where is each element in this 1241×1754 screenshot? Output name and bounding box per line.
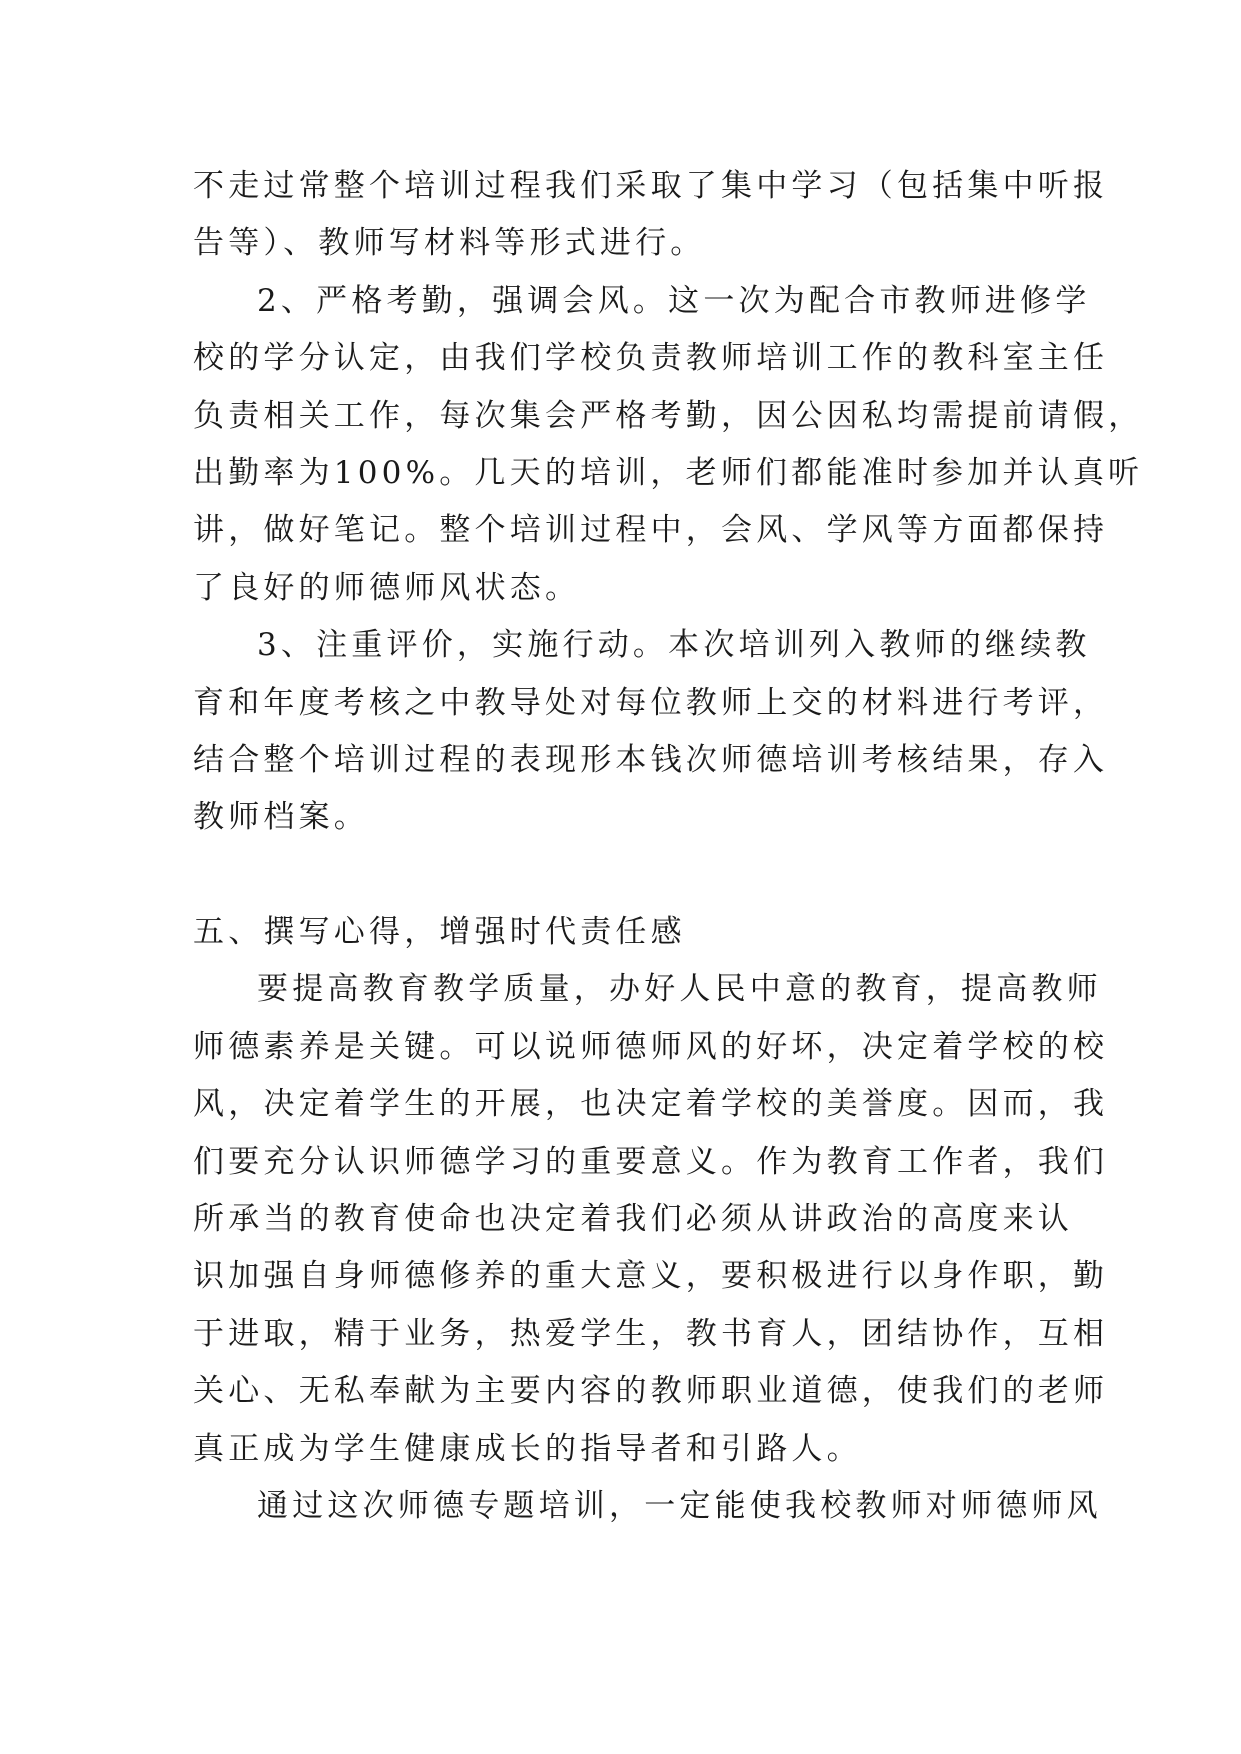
paragraph-line: 所承当的教育使命也决定着我们必须从讲政治的高度来认 [193, 1201, 1073, 1238]
paragraph-line: 了良好的师德师风状态。 [193, 569, 581, 606]
paragraph-line: 2、严格考勤，强调会风。这一次为配合市教师进修学 [257, 282, 1091, 319]
paragraph-line: 师德素养是关键。可以说师德师风的好坏，决定着学校的校 [193, 1028, 1109, 1065]
paragraph [193, 617, 1109, 847]
paragraph-line: 真正成为学生健康成长的指导者和引路人。 [193, 1430, 862, 1467]
paragraph-line: 识加强自身师德修养的重大意义，要积极进行以身作职，勤 [193, 1258, 1109, 1295]
heading-text: 五、撰写心得，增强时代责任感 [193, 914, 686, 951]
paragraph-line: 校的学分认定，由我们学校负责教师培训工作的教科室主任 [193, 340, 1109, 377]
paragraph-line: 育和年度考核之中教导处对每位教师上交的材料进行考评， [193, 684, 1109, 721]
paragraph-line: 告等）、教师写材料等形式进行。 [193, 225, 706, 262]
paragraph-line: 要提高教育教学质量，办好人民中意的教育，提高教师 [257, 971, 1102, 1008]
paragraph [193, 1478, 1102, 1535]
paragraph [193, 158, 1109, 273]
paragraph-line: 3、注重评价，实施行动。本次培训列入教师的继续教 [257, 627, 1091, 664]
document-body [193, 158, 1144, 1535]
paragraph-line: 不走过常整个培训过程我们采取了集中学习（包括集中听报 [193, 168, 1109, 204]
paragraph-line: 负责相关工作，每次集会严格考勤，因公因私均需提前请假， [193, 397, 1144, 434]
section-heading [193, 904, 1053, 961]
paragraph-line: 结合整个培训过程的表现形本钱次师德培训考核结果，存入 [193, 741, 1109, 778]
paragraph-line: 于进取，精于业务，热爱学生，教书育人，团结协作，互相 [193, 1315, 1109, 1352]
paragraph [193, 273, 1144, 617]
paragraph-line: 们要充分认识师德学习的重要意义。作为教育工作者，我们 [193, 1143, 1109, 1180]
blank-line [193, 847, 1053, 904]
paragraph-line: 讲，做好笔记。整个培训过程中，会风、学风等方面都保持 [193, 512, 1109, 549]
paragraph-line: 风，决定着学生的开展，也决定着学校的美誉度。因而，我 [193, 1086, 1109, 1123]
paragraph-line: 教师档案。 [193, 799, 369, 836]
paragraph-line: 关心、无私奉献为主要内容的教师职业道德，使我们的老师 [193, 1373, 1109, 1410]
paragraph [193, 961, 1109, 1478]
paragraph-line: 出勤率为100%。几天的培训，老师们都能准时参加并认真听 [193, 454, 1144, 491]
paragraph-line: 通过这次师德专题培训，一定能使我校教师对师德师风 [257, 1487, 1102, 1524]
